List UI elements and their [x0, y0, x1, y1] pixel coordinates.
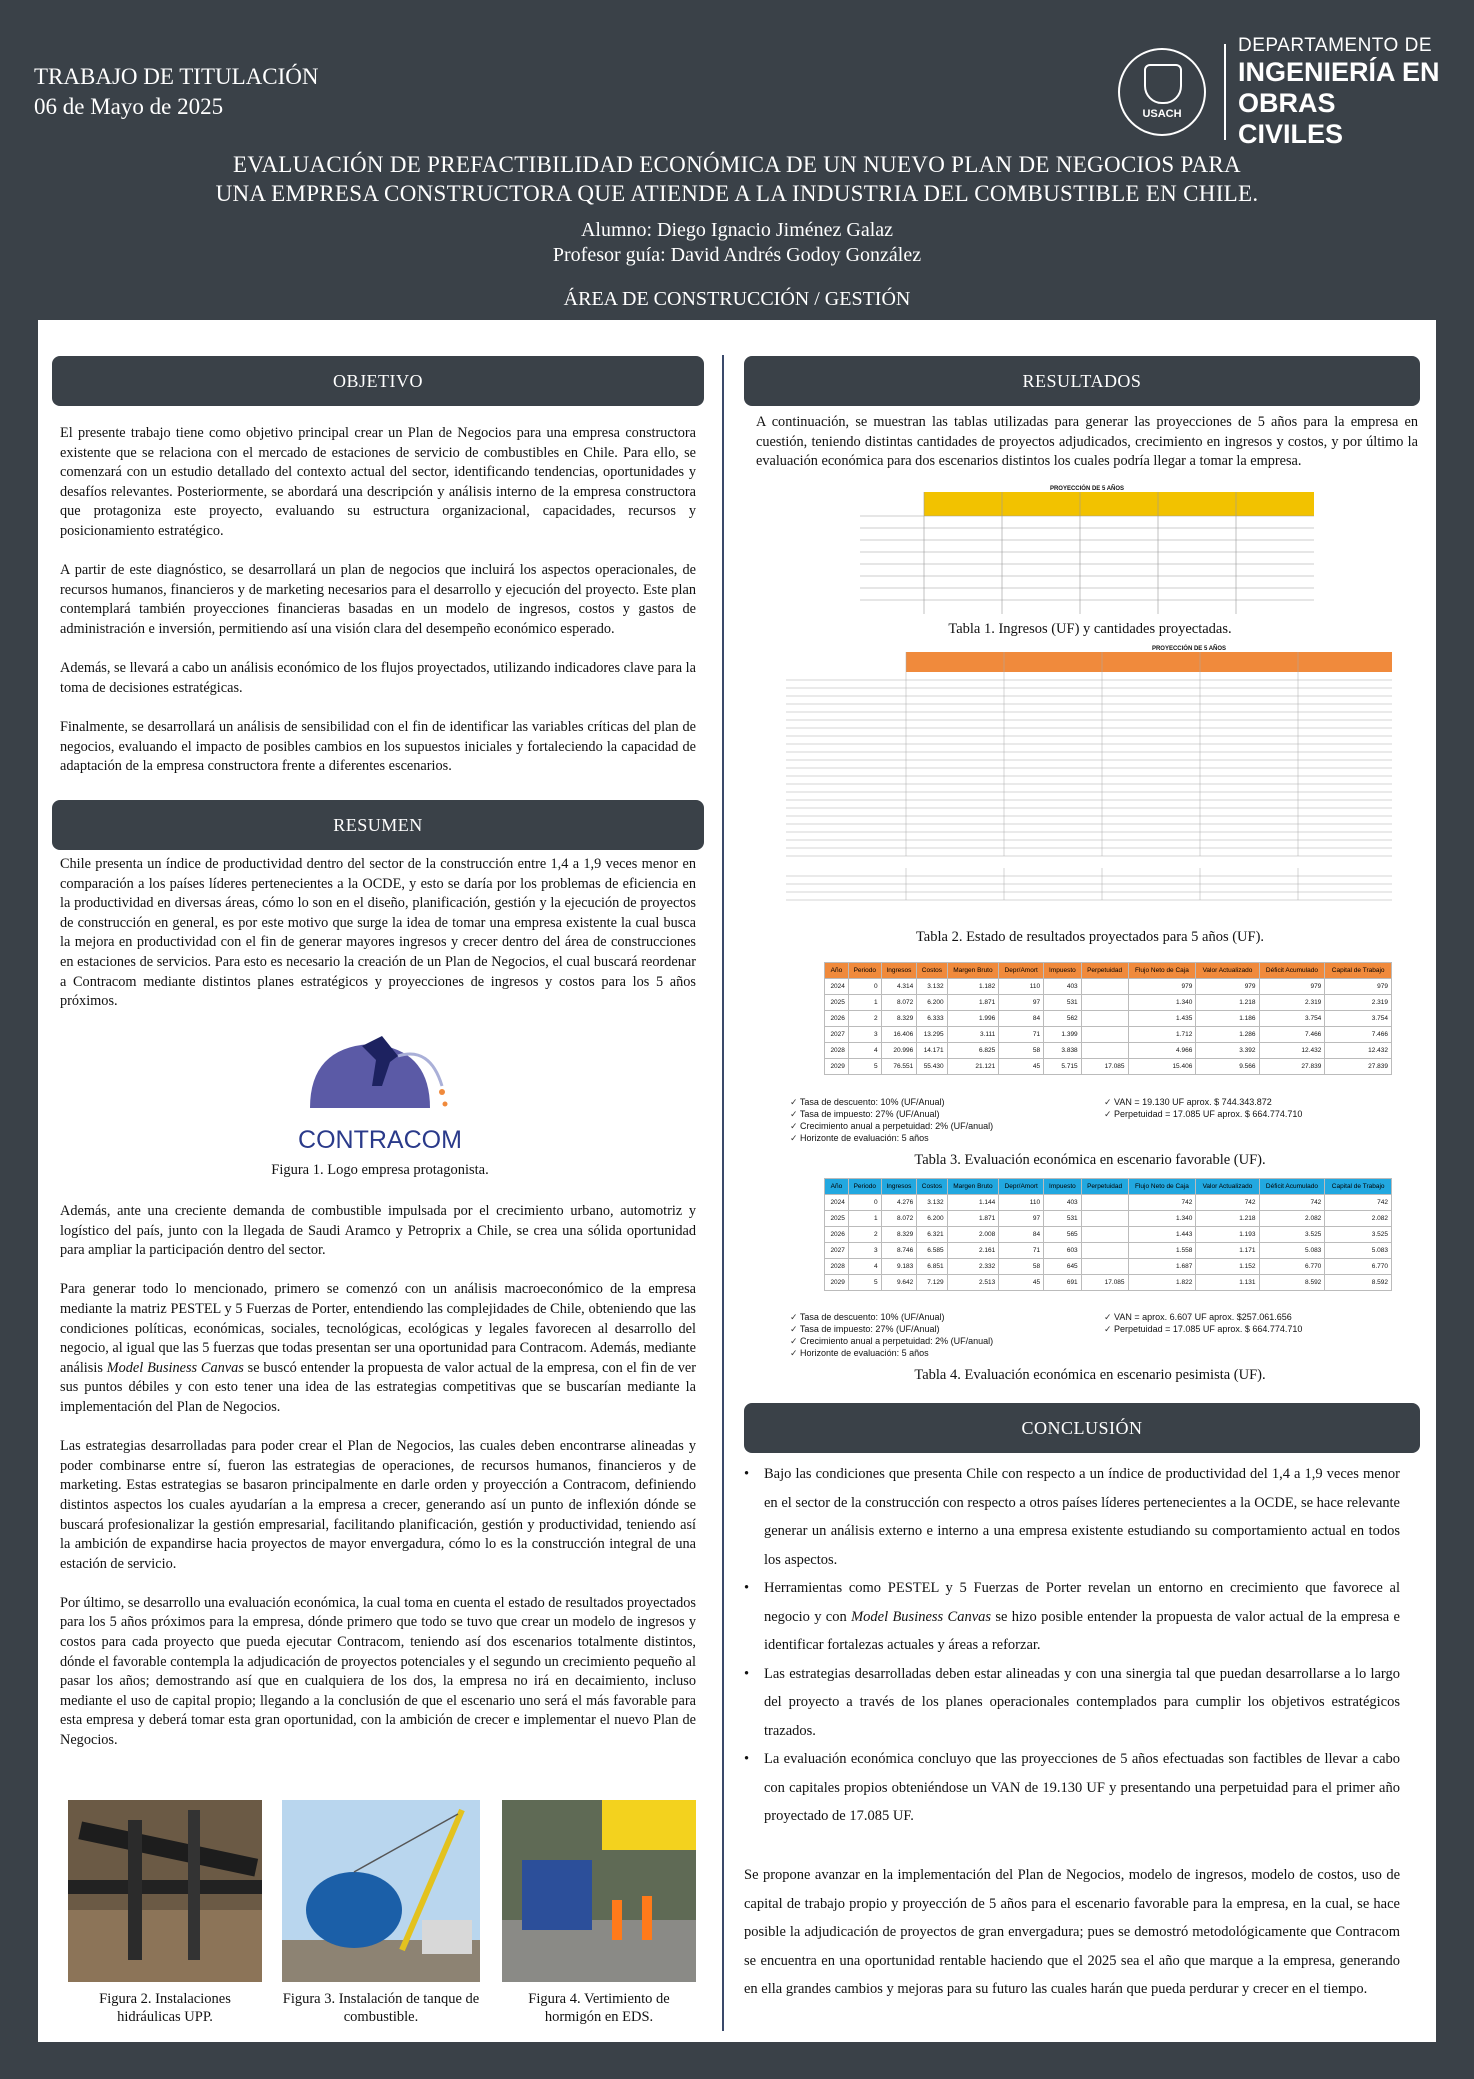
- table-cell: 12.432: [1259, 1043, 1325, 1059]
- table-cell: 3.838: [1044, 1043, 1082, 1059]
- table-1-caption: Tabla 1. Ingresos (UF) y cantidades proyectadas.: [948, 621, 1232, 637]
- resultados-intro: A continuación, se muestran las tablas utilizadas para generar las proyecciones de 5 años para la empresa en cuestión, teniendo distintas cantidades de proyectos adjudicados, crecimiento en ingresos y costos, y por último la evaluación económica para dos escenarios distintos los cuales podría llegar a tomar la empresa.: [756, 414, 1418, 470]
- table-cell: 403: [1044, 1195, 1082, 1211]
- assumption-item: ✓ Tasa de descuento: 10% (UF/Anual): [790, 1311, 1150, 1323]
- table-cell: 6.333: [917, 1011, 947, 1027]
- table-cell: 6.770: [1325, 1259, 1392, 1275]
- table-cell: 1.193: [1196, 1227, 1259, 1243]
- assumption-item: ✓ Crecimiento anual a perpetuidad: 2% (UF/anual): [790, 1120, 1150, 1132]
- table-cell: 6.825: [947, 1043, 999, 1059]
- table-row: [825, 979, 1392, 995]
- table-cell: 979: [1196, 979, 1259, 995]
- table-cell: 8.592: [1259, 1275, 1325, 1291]
- trabajo-label: TRABAJO DE TITULACIÓN: [34, 64, 319, 89]
- table-4-results: [1104, 1311, 1404, 1335]
- resumen-body: [60, 1202, 696, 1770]
- table-header-cell: Periodo: [848, 1179, 881, 1195]
- table-cell: 7.129: [917, 1275, 947, 1291]
- header-left: [34, 62, 319, 122]
- table-cell: 2024: [825, 979, 849, 995]
- fuel-drop-icon: [439, 1089, 445, 1095]
- table-cell: 27.839: [1259, 1059, 1325, 1075]
- table-header-row: [825, 1179, 1392, 1195]
- resultados-heading: RESULTADOS: [744, 356, 1420, 406]
- table-2: [786, 646, 1392, 924]
- table-row: [825, 1059, 1392, 1075]
- table-cell: 13.295: [917, 1027, 947, 1043]
- table-cell: 6.200: [917, 1211, 947, 1227]
- table-cell: 0: [848, 1195, 881, 1211]
- table-cell: 3.132: [917, 979, 947, 995]
- fuel-drop-icon: [443, 1102, 448, 1107]
- table-cell: 97: [999, 995, 1044, 1011]
- table-cell: 1.340: [1128, 995, 1196, 1011]
- table-cell: 3.754: [1325, 1011, 1392, 1027]
- table-row: [825, 1011, 1392, 1027]
- table-cell: 45: [999, 1059, 1044, 1075]
- table-cell: 1.144: [947, 1195, 999, 1211]
- table-cell: [1081, 1027, 1128, 1043]
- table-header-cell: Depr/Amort: [999, 1179, 1044, 1195]
- table-3: [824, 962, 1392, 1075]
- table-cell: 1.871: [947, 1211, 999, 1227]
- table-cell: 2.082: [1325, 1211, 1392, 1227]
- table-row: [825, 1259, 1392, 1275]
- table-cell: 2028: [825, 1259, 849, 1275]
- table-header-cell: Impuesto: [1044, 1179, 1082, 1195]
- table-cell: [1081, 1195, 1128, 1211]
- table-cell: 1: [848, 995, 881, 1011]
- objetivo-heading: OBJETIVO: [52, 356, 704, 406]
- table-cell: 2028: [825, 1043, 849, 1059]
- table-cell: 76.551: [881, 1059, 917, 1075]
- table-row: [825, 1195, 1392, 1211]
- photo-hydraulic-installation: [68, 1800, 262, 1982]
- table-header-cell: Ingresos: [881, 963, 917, 979]
- title-line-2: UNA EMPRESA CONSTRUCTORA QUE ATIENDE A LA INDUSTRIA DEL COMBUSTIBLE EN CHILE.: [215, 181, 1259, 206]
- table-cell: 27.839: [1325, 1059, 1392, 1075]
- table-cell: 16.406: [881, 1027, 917, 1043]
- table-cell: 20.996: [881, 1043, 917, 1059]
- resumen-p2: Además, ante una creciente demanda de combustible impulsada por el crecimiento urbano, automotriz y logístico del país, junto con la llegada de Saudi Aramco y Petroprix a Chile, se crea una sólida oportunidad para ampliar la participación dentro del sector.: [60, 1203, 696, 1259]
- authors: [0, 218, 1474, 268]
- table-cell: 4.314: [881, 979, 917, 995]
- table-header-cell: Perpetuidad: [1081, 1179, 1128, 1195]
- table-3-caption: Tabla 3. Evaluación económica en escenario favorable (UF).: [914, 1152, 1266, 1168]
- table-cell: 2027: [825, 1027, 849, 1043]
- table-cell: 2029: [825, 1059, 849, 1075]
- seal-text: USACH: [1142, 108, 1182, 120]
- table-cell: 15.406: [1128, 1059, 1196, 1075]
- table-cell: 1.996: [947, 1011, 999, 1027]
- table-cell: 1.340: [1128, 1211, 1196, 1227]
- assumption-item: ✓ Perpetuidad = 17.085 UF aprox. $ 664.774.710: [1104, 1108, 1404, 1120]
- table-cell: 979: [1325, 979, 1392, 995]
- resumen-p1: Chile presenta un índice de productividad dentro del sector de la construcción entre 1,4 a 1,9 veces menor en comparación a los países líderes pertenecientes a la OCDE, y esto se daría por los problemas de eficiencia en la productividad en diversas áreas, cómo lo son en el diseño, planificación, gestión y la ejecución de proyectos de construcción en general, es por este motivo que surge la idea de tomar una empresa existente la cual busca la mejora en productividad con el fin de generar mayores ingresos y crecer dentro del área de construcciones en estaciones de servicios. Para esto es necesario la creación de un Plan de Negocios, el cual buscará reordenar a Contracom mediante distintos planes estratégicos y proyecciones de ingresos y costos para los 5 años próximos.: [60, 856, 696, 1010]
- assumption-item: ✓ Tasa de impuesto: 27% (UF/Anual): [790, 1108, 1150, 1120]
- table-cell: [1081, 979, 1128, 995]
- table-cell: 110: [999, 1195, 1044, 1211]
- fig4-caption: Figura 4. Vertimiento de hormigón en EDS.: [528, 1991, 670, 2025]
- table-header-row: [825, 963, 1392, 979]
- table-1: [860, 486, 1314, 616]
- table-cell: 8.329: [881, 1011, 917, 1027]
- table-cell: 5.083: [1325, 1243, 1392, 1259]
- table-1-title: PROYECCIÓN DE 5 AÑOS: [1049, 486, 1125, 492]
- table-cell: [1081, 1259, 1128, 1275]
- photo-concrete-pouring: [502, 1800, 696, 1982]
- logo-divider: [1224, 44, 1226, 140]
- table-cell: 1.182: [947, 979, 999, 995]
- table-cell: 6.321: [917, 1227, 947, 1243]
- table-row: [825, 1275, 1392, 1291]
- table-cell: 58: [999, 1043, 1044, 1059]
- department-name: [1238, 35, 1448, 150]
- table-header-cell: Déficit Acumulado: [1259, 1179, 1325, 1195]
- table-cell: [1081, 1243, 1128, 1259]
- table-cell: 531: [1044, 1211, 1082, 1227]
- table-cell: 1.712: [1128, 1027, 1196, 1043]
- table-3-results: [1104, 1096, 1404, 1120]
- table-cell: 3: [848, 1027, 881, 1043]
- table-row: [825, 1027, 1392, 1043]
- table-cell: 645: [1044, 1259, 1082, 1275]
- table-4: [824, 1178, 1392, 1291]
- assumption-item: ✓ Tasa de descuento: 10% (UF/Anual): [790, 1096, 1150, 1108]
- photo-tank-installation: [282, 1800, 480, 1982]
- table-header-cell: Flujo Neto de Caja: [1128, 1179, 1196, 1195]
- area-label: ÁREA DE CONSTRUCCIÓN / GESTIÓN: [563, 288, 911, 310]
- table-header-cell: Costos: [917, 1179, 947, 1195]
- table-cell: 5: [848, 1059, 881, 1075]
- table-cell: 0: [848, 979, 881, 995]
- table-cell: 84: [999, 1011, 1044, 1027]
- table-cell: 1.443: [1128, 1227, 1196, 1243]
- table-cell: 55.430: [917, 1059, 947, 1075]
- table-header-cell: Depr/Amort: [999, 963, 1044, 979]
- fig2-caption: Figura 2. Instalaciones hidráulicas UPP.: [99, 1991, 231, 2025]
- table-cell: 14.171: [917, 1043, 947, 1059]
- table-cell: 9.642: [881, 1275, 917, 1291]
- table-cell: 3: [848, 1243, 881, 1259]
- dept-line-3: OBRAS CIVILES: [1238, 87, 1344, 149]
- table-cell: 84: [999, 1227, 1044, 1243]
- table-cell: 3.754: [1259, 1011, 1325, 1027]
- table-cell: 2: [848, 1227, 881, 1243]
- table-header-cell: Valor Actualizado: [1196, 963, 1259, 979]
- table-2-grid: [786, 652, 1392, 922]
- table-3-grid: [824, 962, 1392, 1075]
- table-cell: 3.392: [1196, 1043, 1259, 1059]
- table-cell: 45: [999, 1275, 1044, 1291]
- department-logo: [1118, 34, 1448, 149]
- table-cell: 71: [999, 1243, 1044, 1259]
- conclusion-bullet-4: • La evaluación económica concluyo que las proyecciones de 5 años efectuadas son factibles de llevar a cabo con capitales propios obteniéndose un VAN de 19.130 UF y presentando una perpetuidad para el primer año proyectado de 17.085 UF.: [744, 1745, 1400, 1831]
- assumption-item: ✓ VAN = 19.130 UF aprox. $ 744.343.872: [1104, 1096, 1404, 1108]
- conclusion-final: Se propone avanzar en la implementación del Plan de Negocios, modelo de ingresos, modelo de costos, uso de capital de trabajo propio y proyección de 5 años para el escenario favorable para la empresa, en la cual, se hace posible la adjudicación de proyectos de gran envergadura; pues se demostró metodológicamente que Contracom se encuentra en una oportunidad rentable haciendo que el 2025 sea el año que marque a la empresa, generando en ella grandes cambios y mejoras para su futuro las cuales harán que pueda perdurar y crecer en el tiempo.: [744, 1867, 1400, 1997]
- table-cell: 979: [1128, 979, 1196, 995]
- seal-shield-icon: [1144, 64, 1182, 104]
- table-header-cell: Ingresos: [881, 1179, 917, 1195]
- table-cell: 1.435: [1128, 1011, 1196, 1027]
- table-cell: 2: [848, 1011, 881, 1027]
- table-cell: 4: [848, 1043, 881, 1059]
- table-cell: 110: [999, 979, 1044, 995]
- conclusion-bullet-1: • Bajo las condiciones que presenta Chile con respecto a un índice de productividad del 1,4 a 1,9 veces menor en el sector de la construcción con respecto a otros países líderes pertenecientes a la OCDE, se hace relevante generar un análisis externo e interno a una empresa existente estudiando su comportamiento actual en todos los aspectos.: [744, 1460, 1400, 1574]
- table-cell: 2.319: [1325, 995, 1392, 1011]
- table-header-cell: Periodo: [848, 963, 881, 979]
- table-cell: 9.566: [1196, 1059, 1259, 1075]
- alumno: Alumno: Diego Ignacio Jiménez Galaz: [580, 219, 894, 241]
- table-cell: [1081, 1043, 1128, 1059]
- table-cell: 6.585: [917, 1243, 947, 1259]
- table-cell: 2026: [825, 1011, 849, 1027]
- usach-seal-icon: [1118, 48, 1206, 136]
- table-cell: 3.525: [1325, 1227, 1392, 1243]
- conclusion-bullet-3: • Las estrategias desarrolladas deben estar alineadas y con una sinergia tal que puedan desarrollarse a lo largo del proyecto a través de los planes operacionales contemplados para cumplir los objetivos estratégicos trazados.: [744, 1660, 1400, 1746]
- assumption-item: ✓ Perpetuidad = 17.085 UF aprox. $ 664.774.710: [1104, 1323, 1404, 1335]
- table-cell: 1: [848, 1211, 881, 1227]
- objetivo-p1: El presente trabajo tiene como objetivo principal crear un Plan de Negocios para una empresa constructora existente que se relaciona con el mercado de estaciones de servicio de combustibles en Chile. Para ello, se comenzará con un estudio detallado del contexto actual del sector, identificando tendencias, oportunidades y desafíos relevantes. Posteriormente, se abordará una descripción y análisis interno de la empresa constructora que protagoniza este proyecto, evaluando su estructura organizacional, capacidades, recursos y posicionamiento estratégico.: [60, 425, 696, 539]
- table-cell: 2026: [825, 1227, 849, 1243]
- table-cell: 742: [1196, 1195, 1259, 1211]
- contracom-logo: [290, 1026, 470, 1156]
- table-cell: 3.111: [947, 1027, 999, 1043]
- table-header-cell: Capital de Trabajo: [1325, 963, 1392, 979]
- table-cell: 1.822: [1128, 1275, 1196, 1291]
- resumen-p3: Para generar todo lo mencionado, primero se comenzó con un análisis macroeconómico de la empresa mediante la matriz PESTEL y 5 Fuerzas de Porter, entendiendo las complejidades de Chile, obteniendo que las condiciones políticas, económicas, sociales, tecnológicas, ecológicas y legales favorecen al desarrollo del negocio, al igual que las 5 fuerzas que todas presentan ser una oportunidad para Contracom. Además, mediante análisis Model Business Canvas se buscó entender la propuesta de valor actual de la empresa, con el fin de ver sus puntos débiles y con esto tener una idea de las estrategias competitivas que se buscarían mediante la implementación del Plan de Negocios.: [60, 1281, 696, 1415]
- resumen-p4: Las estrategias desarrolladas para poder crear el Plan de Negocios, las cuales deben encontrarse alineadas y poder combinarse entre sí, fueron las estrategias de operaciones, de recursos humanos, financieros y de marketing. Estas estrategias se basaron principalmente en darle orden y proyección a Contracom, definiendo distintos aspectos los cuales ayudarían a la empresa a crecer, generando así un punto de inflexión dónde se buscará profesionalizar la gestión empresarial, facilitando planificación, gestión y productividad, teniendo así la ambición de expandirse hacia proyectos de mayor envergadura, cómo lo es la construcción integral de una estación de servicio.: [60, 1438, 696, 1572]
- profesor: Profesor guía: David Andrés Godoy González: [552, 244, 922, 266]
- table-header-cell: Perpetuidad: [1081, 963, 1128, 979]
- table-cell: 12.432: [1325, 1043, 1392, 1059]
- table-cell: 2024: [825, 1195, 849, 1211]
- table-cell: 4: [848, 1259, 881, 1275]
- assumption-item: ✓ VAN = aprox. 6.607 UF aprox. $257.061.656: [1104, 1311, 1404, 1323]
- table-cell: 2.319: [1259, 995, 1325, 1011]
- table-cell: 8.072: [881, 1211, 917, 1227]
- table-cell: 603: [1044, 1243, 1082, 1259]
- table-header-cell: Impuesto: [1044, 963, 1082, 979]
- table-cell: 5: [848, 1275, 881, 1291]
- table-row: [825, 995, 1392, 1011]
- poster-title: [100, 150, 1374, 208]
- conclusion-bullet-2: • Herramientas como PESTEL y 5 Fuerzas de Porter revelan un entorno en crecimiento que favorece al negocio y con Model Business Canvas se hizo posible entender la propuesta de valor actual de la empresa e identificar fortalezas actuales y áreas a reforzar.: [744, 1574, 1400, 1660]
- table-header-cell: Año: [825, 963, 849, 979]
- objetivo-p4: Finalmente, se desarrollará un análisis de sensibilidad con el fin de identificar las variables críticas del plan de negocios, evaluando el impacto de posibles cambios en los supuestos iniciales y fortaleciendo la capacidad de adaptación de la empresa constructora frente a diferentes escenarios.: [60, 718, 696, 775]
- table-cell: 4.966: [1128, 1043, 1196, 1059]
- table-cell: 7.466: [1325, 1027, 1392, 1043]
- table-cell: 562: [1044, 1011, 1082, 1027]
- table-cell: 2.008: [947, 1227, 999, 1243]
- table-cell: 6.200: [917, 995, 947, 1011]
- table-cell: 5.715: [1044, 1059, 1082, 1075]
- table-cell: 742: [1325, 1195, 1392, 1211]
- table-header-cell: Margen Bruto: [947, 1179, 999, 1195]
- table-header-cell: Capital de Trabajo: [1325, 1179, 1392, 1195]
- table-cell: 8.072: [881, 995, 917, 1011]
- table-row: [825, 1243, 1392, 1259]
- table-2-title: PROYECCIÓN DE 5 AÑOS: [1151, 646, 1227, 652]
- poster-header: [0, 0, 1474, 320]
- table-cell: 71: [999, 1027, 1044, 1043]
- table-cell: 6.851: [917, 1259, 947, 1275]
- table-cell: 8.746: [881, 1243, 917, 1259]
- table-cell: [1081, 995, 1128, 1011]
- table-cell: 2.513: [947, 1275, 999, 1291]
- table-cell: 7.466: [1259, 1027, 1325, 1043]
- table-cell: [1081, 1211, 1128, 1227]
- table-cell: 9.183: [881, 1259, 917, 1275]
- table-1-grid: [860, 492, 1314, 614]
- table-cell: 1.131: [1196, 1275, 1259, 1291]
- table-header-cell: Costos: [917, 963, 947, 979]
- table-cell: 97: [999, 1211, 1044, 1227]
- table-cell: 2029: [825, 1275, 849, 1291]
- assumption-item: ✓ Horizonte de evaluación: 5 años: [790, 1132, 1150, 1144]
- table-cell: 742: [1128, 1195, 1196, 1211]
- table-3-assumptions: [790, 1096, 1150, 1144]
- table-cell: 17.085: [1081, 1059, 1128, 1075]
- table-cell: 2.082: [1259, 1211, 1325, 1227]
- table-row: [825, 1211, 1392, 1227]
- table-cell: 2025: [825, 1211, 849, 1227]
- table-cell: 1.218: [1196, 995, 1259, 1011]
- fecha-label: 06 de Mayo de 2025: [34, 94, 224, 119]
- table-cell: 565: [1044, 1227, 1082, 1243]
- conclusion-bullets: [744, 1460, 1400, 1831]
- table-header-cell: Déficit Acumulado: [1259, 963, 1325, 979]
- title-line-1: EVALUACIÓN DE PREFACTIBILIDAD ECONÓMICA DE UN NUEVO PLAN DE NEGOCIOS PARA: [233, 152, 1241, 177]
- table-4-caption: Tabla 4. Evaluación económica en escenario pesimista (UF).: [914, 1367, 1266, 1383]
- table-header-cell: Año: [825, 1179, 849, 1195]
- table-cell: [1081, 1227, 1128, 1243]
- table-cell: 2025: [825, 995, 849, 1011]
- table-cell: 979: [1259, 979, 1325, 995]
- resumen-p5: Por último, se desarrollo una evaluación económica, la cual toma en cuenta el estado de resultados proyectados para los 5 años próximos para la empresa, dónde primero que todo se tuvo que crear un modelo de ingresos y costos para cada proyecto que pueda ejecutar Contracom, teniendo así dos escenarios totalmente distintos, dónde el favorable contempla la adjudicación de proyectos potenciales y el segundo un crecimiento pequeño al pasar los años; demostrando así que en cualquiera de los dos, la empresa no irá en decaimiento, incluso mediante el uso de capital propio; llegando a la conclusión de que el escenario uno será el más favorable para esta empresa y deberá tomar esta gran oportunidad, con la ambición de crecer e implementar el nuevo Plan de Negocios.: [60, 1594, 696, 1749]
- table-row: [825, 1227, 1392, 1243]
- table-cell: 3.132: [917, 1195, 947, 1211]
- table-cell: 742: [1259, 1195, 1325, 1211]
- resumen-heading: RESUMEN: [52, 800, 704, 850]
- table-header-cell: Margen Bruto: [947, 963, 999, 979]
- table-cell: 531: [1044, 995, 1082, 1011]
- table-cell: [1081, 1011, 1128, 1027]
- table-cell: 1.286: [1196, 1027, 1259, 1043]
- table-cell: 5.083: [1259, 1243, 1325, 1259]
- table-cell: 1.152: [1196, 1259, 1259, 1275]
- table-cell: 1.558: [1128, 1243, 1196, 1259]
- objetivo-p2: A partir de este diagnóstico, se desarrollará un plan de negocios que incluirá los aspectos operacionales, de recursos humanos, financieros y de marketing necesarios para el desarrollo y ejecución del proyecto. Este plan contemplará también proyecciones financieras basadas en un modelo de ingresos, costos y gastos de administración e inversión, permitiendo así una visión clara del desempeño económico esperado.: [60, 562, 696, 637]
- table-header-cell: Valor Actualizado: [1196, 1179, 1259, 1195]
- table-cell: 1.871: [947, 995, 999, 1011]
- conclusion-heading: CONCLUSIÓN: [744, 1403, 1420, 1453]
- table-cell: 6.770: [1259, 1259, 1325, 1275]
- dept-line-1: DEPARTAMENTO DE: [1238, 34, 1433, 56]
- table-row: [825, 1043, 1392, 1059]
- table-header-cell: Flujo Neto de Caja: [1128, 963, 1196, 979]
- logo-text: CONTRACOM: [298, 1126, 462, 1154]
- objetivo-text: [60, 424, 696, 796]
- table-cell: 1.399: [1044, 1027, 1082, 1043]
- table-cell: 1.171: [1196, 1243, 1259, 1259]
- table-4-assumptions: [790, 1311, 1150, 1359]
- table-cell: 21.121: [947, 1059, 999, 1075]
- table-cell: 1.186: [1196, 1011, 1259, 1027]
- column-divider: [722, 355, 724, 2031]
- assumption-item: ✓ Horizonte de evaluación: 5 años: [790, 1347, 1150, 1359]
- table-cell: 1.687: [1128, 1259, 1196, 1275]
- table-cell: 2.332: [947, 1259, 999, 1275]
- table-cell: 8.329: [881, 1227, 917, 1243]
- table-cell: 1.218: [1196, 1211, 1259, 1227]
- table-cell: 2.161: [947, 1243, 999, 1259]
- fig1-caption: Figura 1. Logo empresa protagonista.: [271, 1162, 489, 1178]
- table-cell: 4.276: [881, 1195, 917, 1211]
- table-cell: 2027: [825, 1243, 849, 1259]
- dept-line-2: INGENIERÍA EN: [1238, 56, 1440, 87]
- objetivo-p3: Además, se llevará a cabo un análisis económico de los flujos proyectados, utilizando indicadores clave para la toma de decisiones estratégicas.: [60, 660, 696, 696]
- assumption-item: ✓ Tasa de impuesto: 27% (UF/Anual): [790, 1323, 1150, 1335]
- table-cell: 3.525: [1259, 1227, 1325, 1243]
- assumption-item: ✓ Crecimiento anual a perpetuidad: 2% (UF/anual): [790, 1335, 1150, 1347]
- table-4-grid: [824, 1178, 1392, 1291]
- table-cell: 8.592: [1325, 1275, 1392, 1291]
- table-cell: 58: [999, 1259, 1044, 1275]
- fig3-caption: Figura 3. Instalación de tanque de combustible.: [282, 1991, 480, 2025]
- table-cell: 403: [1044, 979, 1082, 995]
- table-cell: 17.085: [1081, 1275, 1128, 1291]
- table-cell: 691: [1044, 1275, 1082, 1291]
- table-2-caption: Tabla 2. Estado de resultados proyectados para 5 años (UF).: [915, 929, 1265, 945]
